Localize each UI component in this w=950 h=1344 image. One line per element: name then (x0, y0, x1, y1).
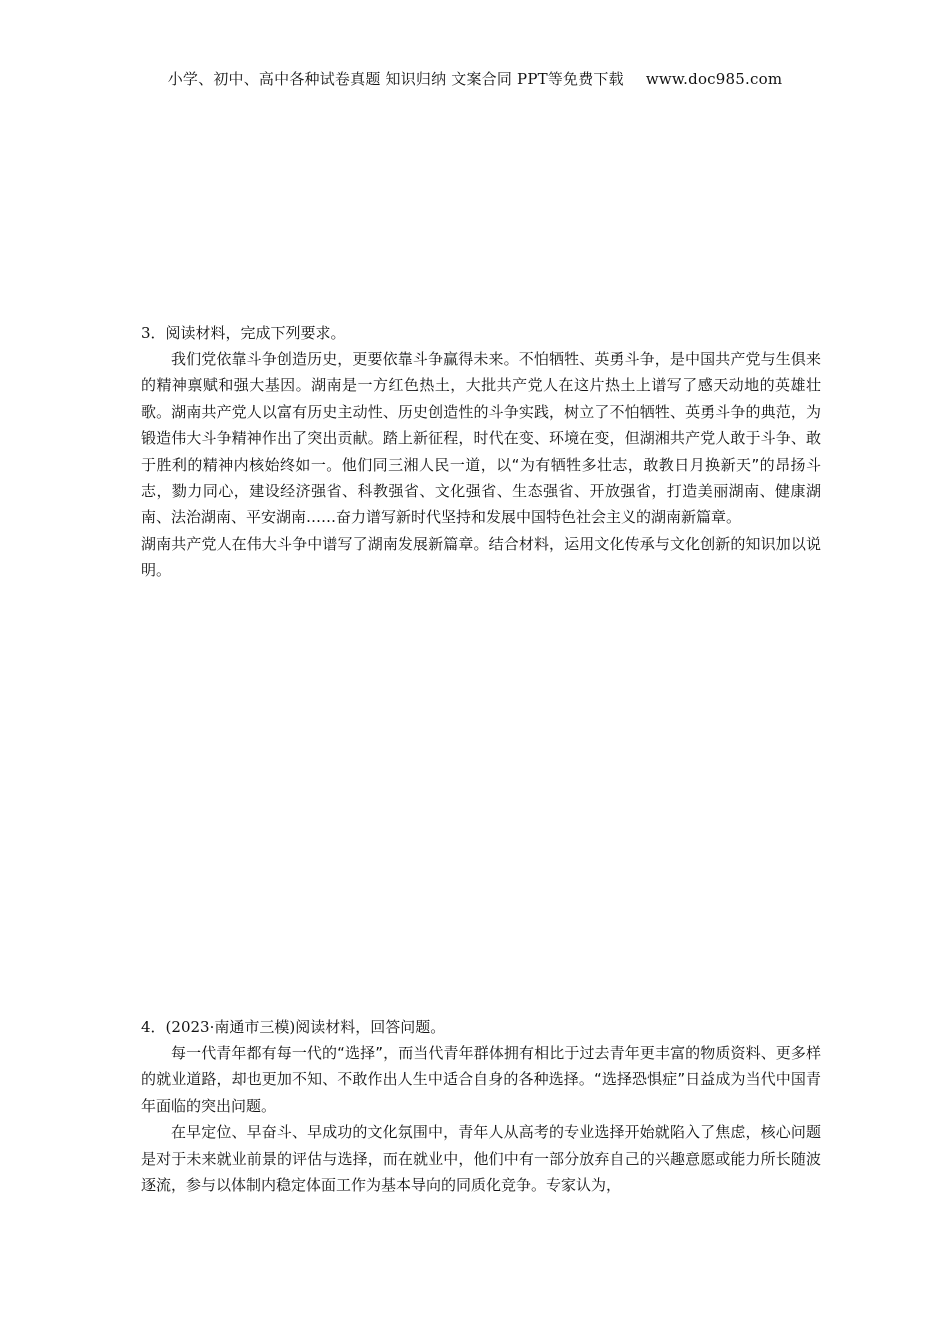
page-header (0, 67, 950, 91)
question-3-material: 我们党依靠斗争创造历史，更要依靠斗争赢得未来。不怕牺牲、英勇斗争，是中国共产党与生俱来的精神禀赋和强大基因。湖南是一方红色热土，大批共产党人在这片热土上谱写了感天动地的英雄壮歌。湖南共产党人以富有历史主动性、历史创造性的斗争实践，树立了不怕牺牲、英勇斗争的典范，为锻造伟大斗争精神作出了突出贡献。踏上新征程，时代在变、环境在变，但湖湘共产党人敢于斗争、敢于胜利的精神内核始终如一。他们同三湘人民一道，以“为有牺牲多壮志，敢教日月换新天”的昂扬斗志，勠力同心，建设经济强省、科教强省、文化强省、生态强省、开放强省，打造美丽湖南、健康湖南、法治湖南、平安湖南……奋力谱写新时代坚持和发展中国特色社会主义的湖南新篇章。 (141, 350, 821, 527)
question-4-paragraph-1: 每一代青年都有每一代的“选择”，而当代青年群体拥有相比于过去青年更丰富的物质资料、更多样的就业道路，却也更加不知、不敢作出人生中适合自身的各种选择。“选择恐惧症”日益成为当代中国青年面临的突出问题。 (141, 1044, 821, 1115)
question-4-title: 4．(2023·南通市三模)阅读材料，回答问题。 (141, 1018, 446, 1036)
question-4 (141, 1014, 821, 1198)
question-3-requirement: 湖南共产党人在伟大斗争中谱写了湖南发展新篇章。结合材料，运用文化传承与文化创新的知识加以说明。 (141, 534, 821, 580)
question-3-title: 3．阅读材料，完成下列要求。 (141, 324, 346, 342)
question-4-paragraph-2: 在早定位、早奋斗、早成功的文化氛围中，青年人从高考的专业选择开始就陷入了焦虑，核心问题是对于未来就业前景的评估与选择，而在就业中，他们中有一部分放弃自己的兴趣意愿或能力所长随波逐流，参与以体制内稳定体面工作为基本导向的同质化竞争。专家认为， (141, 1123, 821, 1195)
header-site-link[interactable]: www.doc985.com (645, 70, 783, 88)
header-text: 小学、初中、高中各种试卷真题 知识归纳 文案合同 PPT等免费下载 (167, 70, 624, 88)
question-3 (141, 320, 821, 584)
